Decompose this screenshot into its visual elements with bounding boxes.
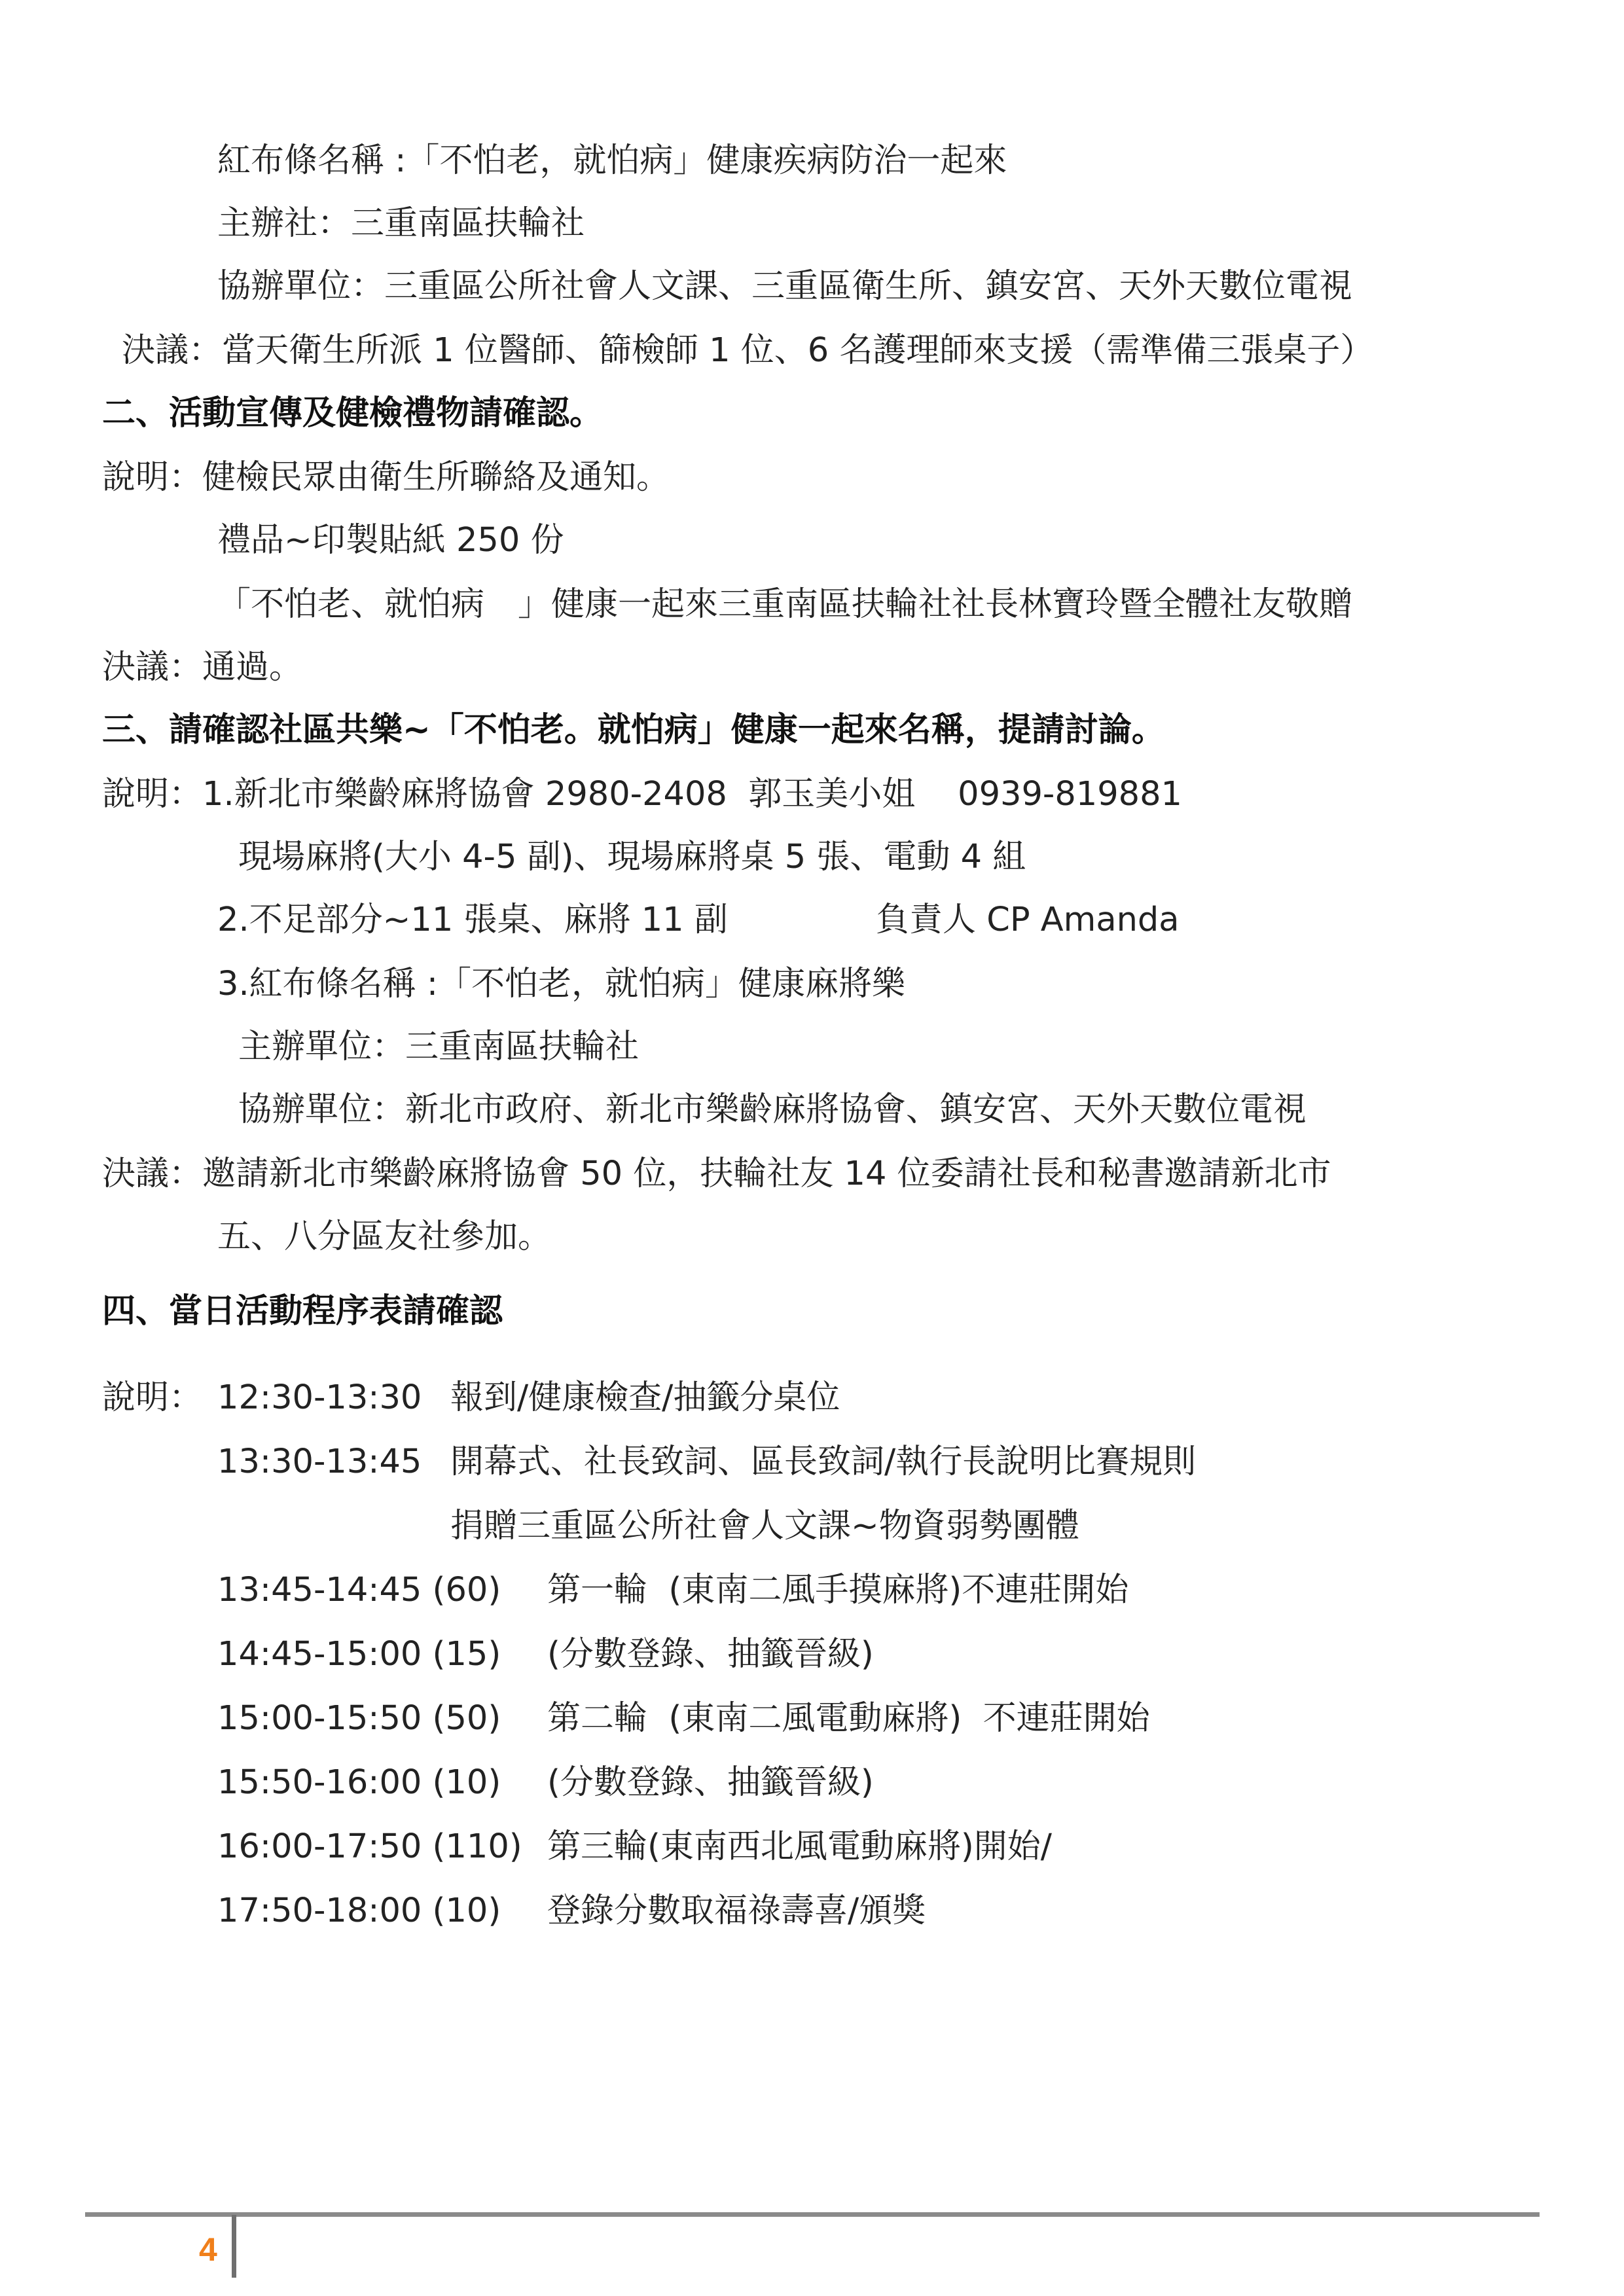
section-heading-4: 四、當日活動程序表請確認	[102, 1292, 503, 1331]
explain-item-1: 說明：1.新北市樂齡麻將協會 2980-2408 郭玉美小姐 0939-819881	[102, 775, 1183, 814]
gift-line: 禮品~印製貼紙 250 份	[217, 521, 564, 560]
resolution-line-3-cont: 五、八分區友社參加。	[217, 1217, 552, 1256]
explain-item-3: 3.紅布條名稱 :「不怕老，就怕病」健康麻將樂	[217, 965, 906, 1003]
page-number: 4	[199, 2231, 217, 2268]
host-line: 主辦社：三重南區扶輪社	[217, 204, 585, 243]
schedule-desc: 第二輪 (東南二風電動麻將) 不連莊開始	[547, 1699, 1150, 1738]
resolution-line-2: 決議：通過。	[102, 648, 303, 687]
schedule-desc: 開幕式、社長致詞、區長致詞/執行長說明比賽規則	[450, 1443, 1197, 1481]
schedule-time: 13:45-14:45 (60)	[217, 1571, 501, 1609]
footer-vertical-bar	[232, 2215, 236, 2278]
schedule-desc: (分數登錄、抽籤晉級)	[547, 1763, 874, 1802]
schedule-time: 14:45-15:00 (15)	[217, 1635, 501, 1674]
schedule-time: 13:30-13:45	[217, 1443, 422, 1481]
resolution-line-3: 決議：邀請新北市樂齡麻將協會 50 位，扶輪社友 14 位委請社長和秘書邀請新北市	[102, 1155, 1331, 1193]
sticker-text-line: 「不怕老、就怕病 」健康一起來三重南區扶輪社社長林寶玲暨全體社友敬贈	[217, 585, 1353, 624]
resolution-line-1: 決議：當天衛生所派 1 位醫師、篩檢師 1 位、6 名護理師來支援（需準備三張桌子）	[122, 331, 1374, 370]
schedule-desc: 第一輪 (東南二風手摸麻將)不連莊開始	[547, 1571, 1129, 1609]
schedule-desc: (分數登錄、抽籤晉級)	[547, 1635, 874, 1674]
section-heading-3: 三、請確認社區共樂~「不怕老。就怕病」健康一起來名稱，提請討論。	[102, 711, 1165, 749]
schedule-time: 16:00-17:50 (110)	[217, 1827, 522, 1866]
schedule-time: 12:30-13:30	[217, 1378, 422, 1417]
banner-name-line: 紅布條名稱 :「不怕老，就怕病」健康疾病防治一起來	[217, 141, 1007, 180]
schedule-label: 說明：	[102, 1378, 203, 1417]
schedule-desc: 捐贈三重區公所社會人文課~物資弱勢團體	[450, 1507, 1079, 1545]
schedule-time: 17:50-18:00 (10)	[217, 1892, 501, 1930]
explain-item-1-sub: 現場麻將(大小 4-5 副)、現場麻將桌 5 張、電動 4 組	[238, 838, 1026, 876]
schedule-time: 15:00-15:50 (50)	[217, 1699, 501, 1738]
schedule-desc: 登錄分數取福祿壽喜/頒獎	[547, 1892, 926, 1930]
footer-divider	[85, 2212, 1540, 2217]
contact-person: 負責人 CP Amanda	[876, 901, 1180, 939]
item-3-cohost: 協辦單位：新北市政府、新北市樂齡麻將協會、鎮安宮、天外天數位電視	[238, 1090, 1307, 1129]
section-heading-2: 二、活動宣傳及健檢禮物請確認。	[102, 394, 604, 433]
schedule-desc: 報到/健康檢查/抽籤分桌位	[450, 1378, 840, 1417]
explain-line-2: 說明：健檢民眾由衛生所聯絡及通知。	[102, 458, 670, 497]
schedule-time: 15:50-16:00 (10)	[217, 1763, 501, 1802]
co-host-line: 協辦單位：三重區公所社會人文課、三重區衛生所、鎮安宮、天外天數位電視	[217, 267, 1353, 306]
explain-item-2: 2.不足部分~11 張桌、麻將 11 副	[217, 901, 728, 939]
item-3-host: 主辦單位：三重南區扶輪社	[238, 1028, 640, 1066]
schedule-desc: 第三輪(東南西北風電動麻將)開始/	[547, 1827, 1052, 1866]
